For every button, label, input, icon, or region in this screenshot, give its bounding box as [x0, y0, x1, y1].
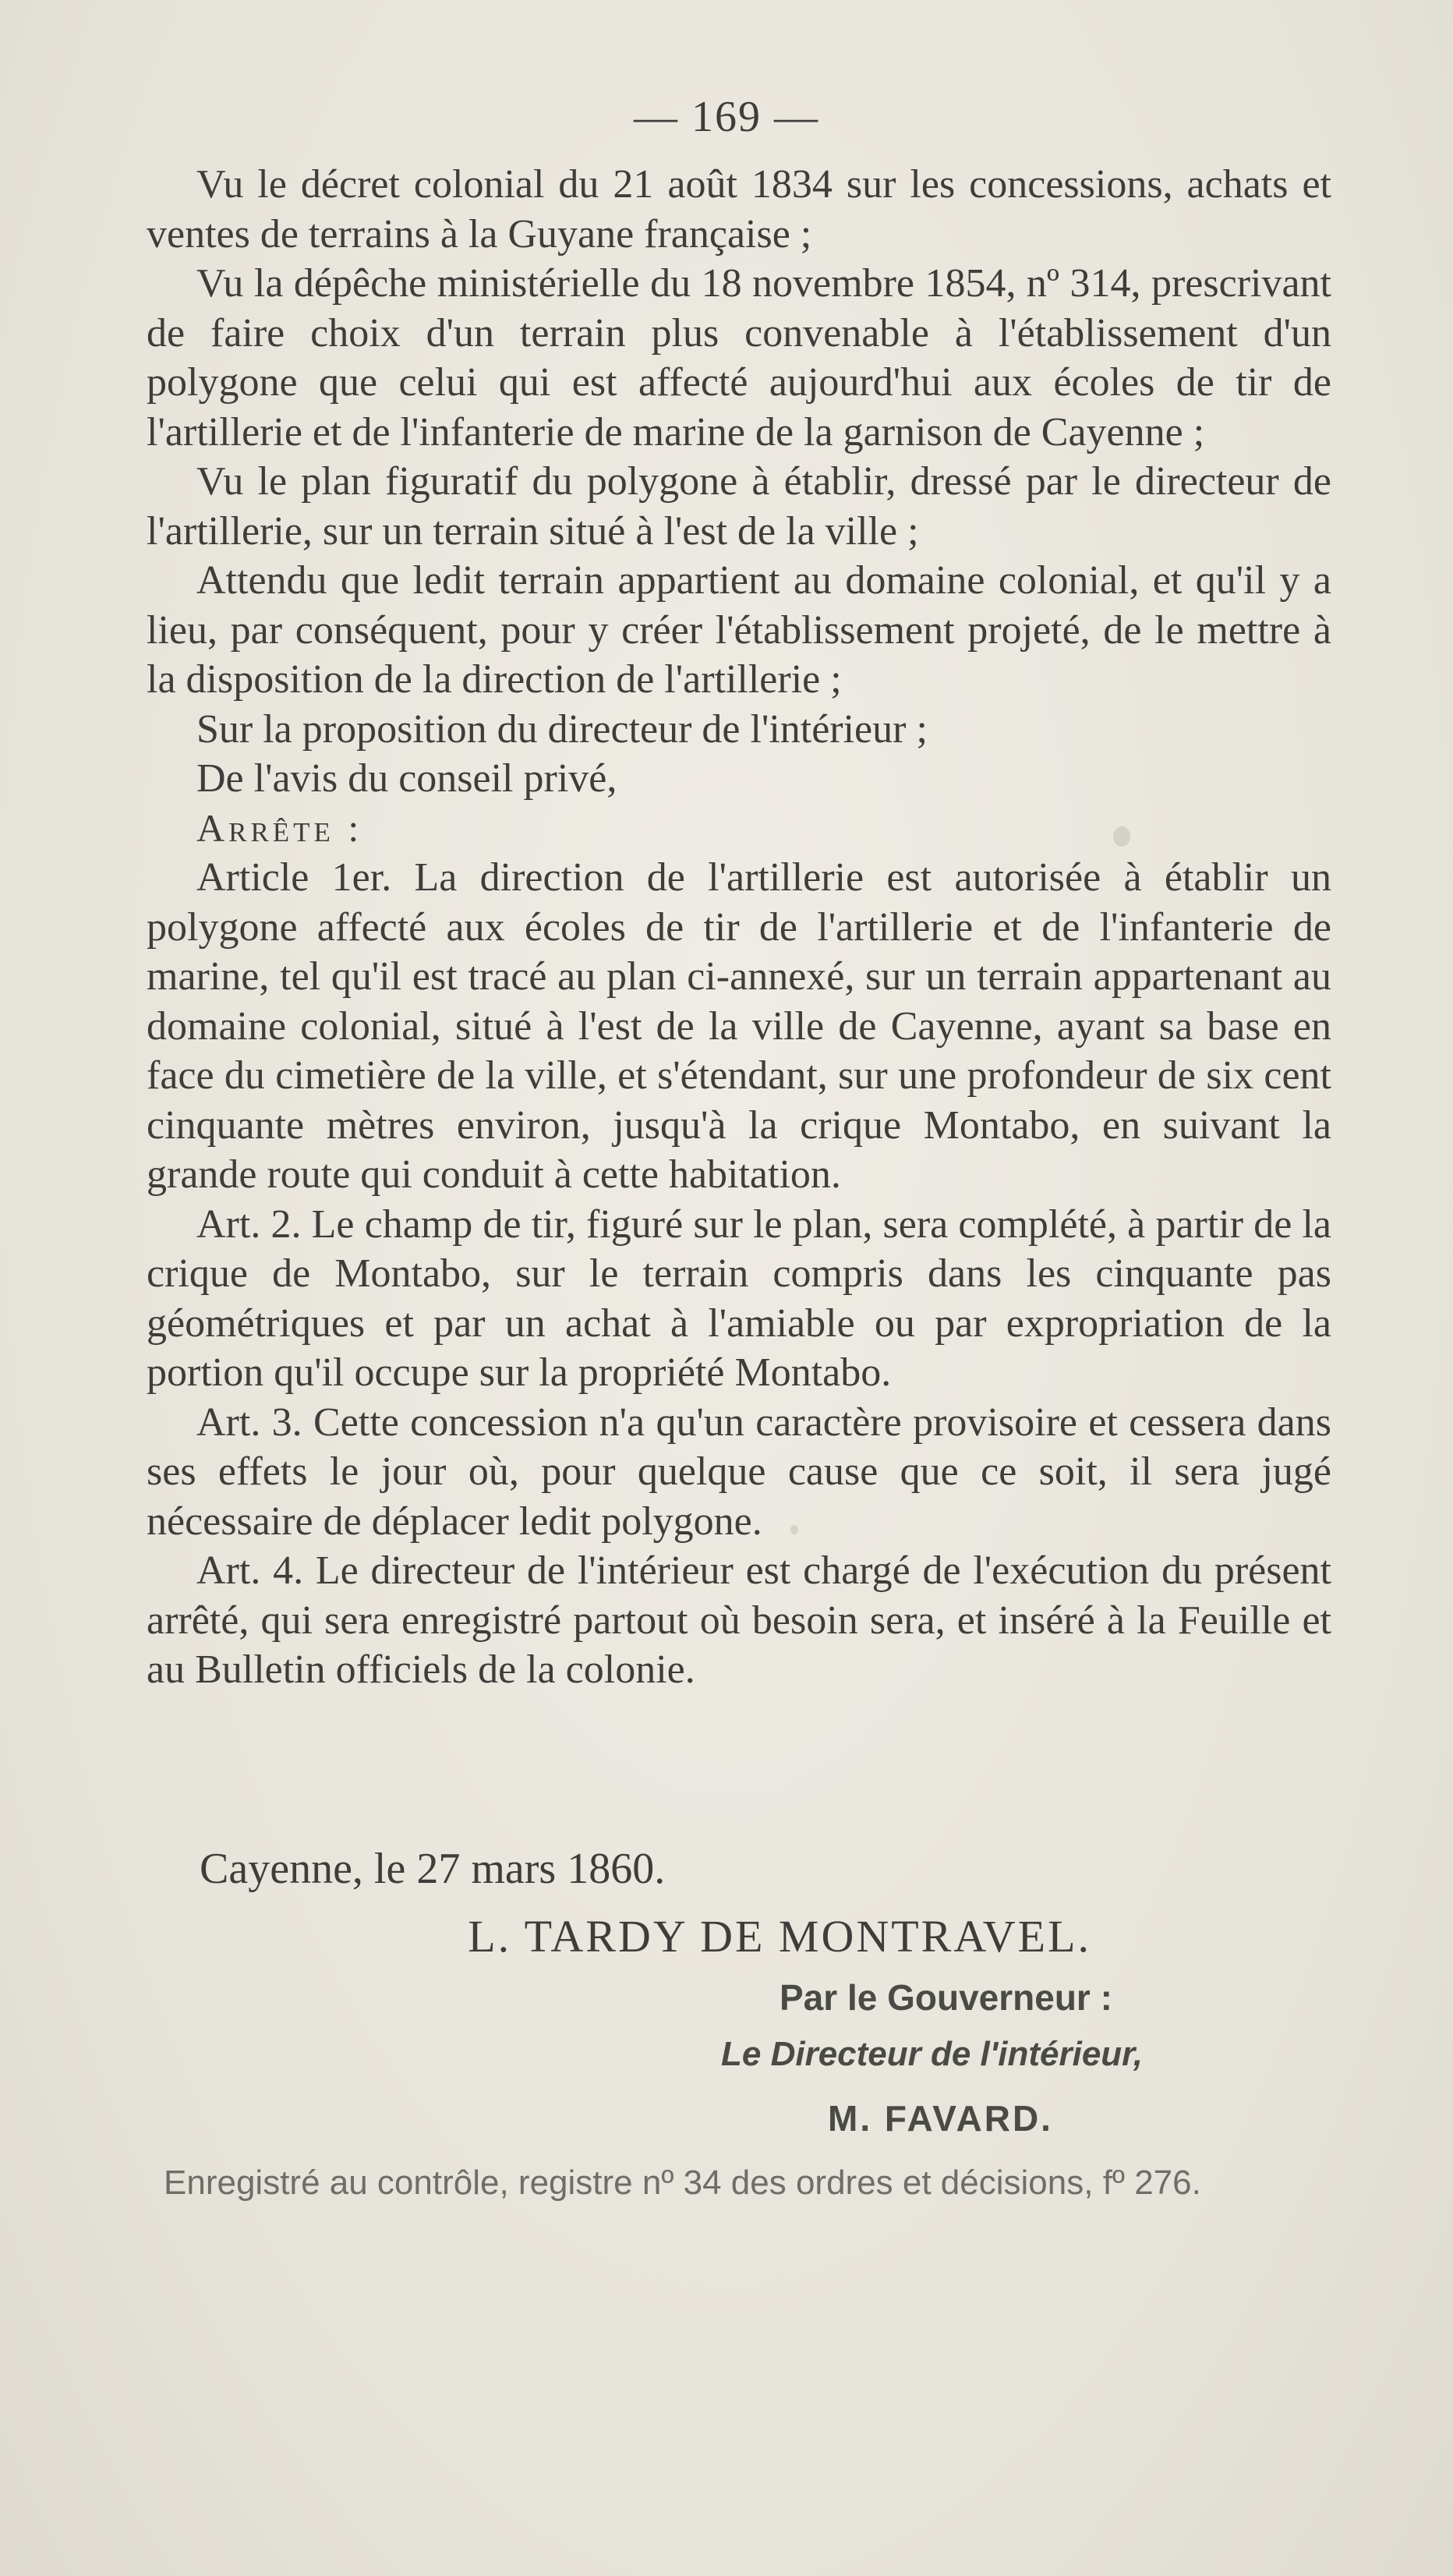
registration-note: Enregistré au contrôle, registre nº 34 des ordres et décisions, fº 276.: [164, 2164, 1201, 2202]
paragraph-attendu: Attendu que ledit terrain appartient au domaine colonial, et qu'il y a lieu, par conséquent, pour y créer l'établissement projeté, de le mettre à la disposition de la direction de l'artillerie ;: [147, 558, 1331, 702]
director-title: Le Directeur de l'intérieur,: [721, 2035, 1144, 2073]
article-3: Art. 3. Cette concession n'a qu'un caractère provisoire et cessera dans ses effets le jour où, pour quelque cause que ce soit, il sera jugé nécessaire de déplacer ledit polygone.: [147, 1399, 1331, 1544]
paragraph-avis-conseil: De l'avis du conseil privé,: [196, 756, 617, 801]
on-behalf-line: Par le Gouverneur :: [780, 1977, 1112, 2018]
place-date: Cayenne, le 27 mars 1860.: [200, 1845, 666, 1893]
page-number: — 169 —: [634, 93, 819, 141]
article-1: Article 1er. La direction de l'artillerie est autorisée à établir un polygone affecté aux écoles de tir de l'artillerie et de l'infanterie de marine, tel qu'il est tracé au plan ci-annexé, sur un terrain appartenant au domaine colonial, situé à l'est de la ville de Cayenne, ayant sa base en face du cimetière de la ville, et s'étendant, sur une profondeur de six cent cinquante mètres environ, jusqu'à la crique Montabo, en suivant la grande route qui conduit à cette habitation.: [147, 855, 1331, 1197]
paragraph-decret-colonial: Vu le décret colonial du 21 août 1834 sur les concessions, achats et ventes de terrains à la Guyane française ;: [147, 162, 1331, 257]
article-2: Art. 2. Le champ de tir, figuré sur le plan, sera complété, à partir de la crique de Montabo, sur le terrain compris dans les cinquante pas géométriques et par un achat à l'amiable ou par expropriation de la portion qu'il occupe sur la propriété Montabo.: [147, 1201, 1331, 1395]
decree-body: [147, 160, 1331, 1695]
director-name: M. FAVARD.: [828, 2098, 1053, 2139]
arrete-heading: Arrête :: [196, 805, 363, 850]
paragraph-proposition: Sur la proposition du directeur de l'intérieur ;: [196, 706, 928, 752]
article-4: Art. 4. Le directeur de l'intérieur est chargé de l'exécution du présent arrêté, qui sera enregistré partout où besoin sera, et inséré à la Feuille et au Bulletin officiels de la colonie.: [147, 1548, 1331, 1692]
paragraph-depeche-ministerielle: Vu la dépêche ministérielle du 18 novembre 1854, nº 314, prescrivant de faire choix d'un terrain plus convenable à l'établissement d'un polygone que celui qui est affecté aujourd'hui aux écoles de tir de l'artillerie et de l'infanterie de marine de la garnison de Cayenne ;: [147, 261, 1331, 455]
paragraph-plan-figuratif: Vu le plan figuratif du polygone à établir, dressé par le directeur de l'artillerie, sur un terrain situé à l'est de la ville ;: [147, 459, 1331, 554]
signatory-name: L. TARDY DE MONTRAVEL.: [468, 1911, 1091, 1962]
